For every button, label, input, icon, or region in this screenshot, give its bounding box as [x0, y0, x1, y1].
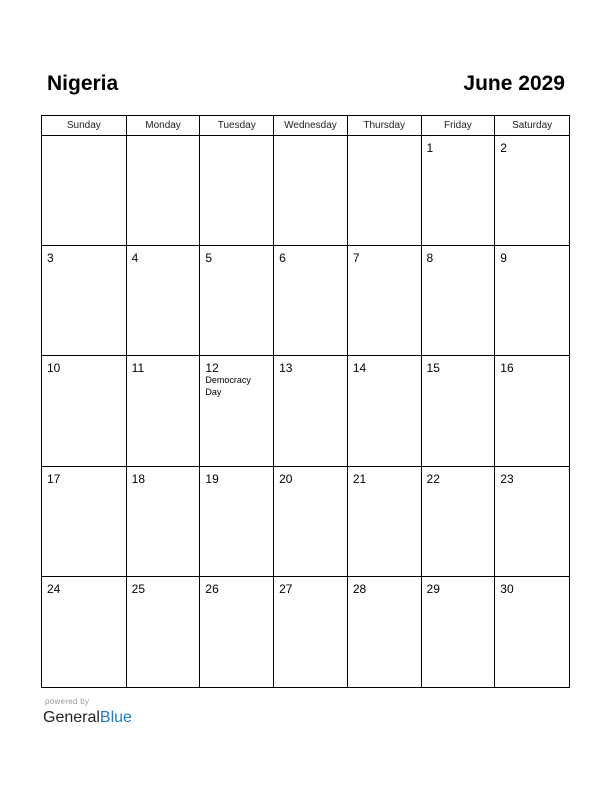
day-cell-26 — [200, 577, 274, 687]
day-cell-20 — [274, 467, 348, 577]
day-number: 14 — [352, 361, 367, 376]
day-number: 30 — [500, 581, 514, 596]
day-cell-19 — [200, 467, 274, 577]
day-number: 13 — [279, 361, 293, 376]
day-cell-5 — [200, 246, 274, 356]
day-number: 25 — [131, 581, 146, 596]
day-number: 6 — [279, 251, 286, 266]
day-number: 19 — [205, 471, 219, 486]
weekday-header-wednesday: Wednesday — [274, 116, 348, 136]
empty-day-cell — [42, 136, 127, 246]
powered-by-label: powered by — [45, 697, 90, 706]
day-number: 16 — [500, 361, 514, 376]
weekday-header-monday: Monday — [127, 116, 201, 136]
day-cell-11 — [127, 356, 201, 466]
weekday-header-sunday: Sunday — [42, 116, 127, 136]
day-cell-27 — [274, 577, 348, 687]
day-number: 22 — [426, 471, 440, 486]
day-cell-15 — [422, 356, 496, 466]
day-number: 7 — [352, 251, 360, 266]
empty-day-cell — [348, 136, 422, 246]
day-number: 27 — [279, 581, 293, 596]
day-number: 15 — [426, 361, 440, 376]
day-cell-22 — [422, 467, 496, 577]
day-number: 11 — [131, 361, 145, 376]
day-cell-4 — [127, 246, 201, 356]
day-cell-7 — [348, 246, 422, 356]
empty-day-cell — [274, 136, 348, 246]
day-number: 26 — [205, 581, 219, 596]
day-cell-24 — [42, 577, 127, 687]
weekday-header-tuesday: Tuesday — [200, 116, 274, 136]
day-cell-13 — [274, 356, 348, 466]
day-number: 21 — [352, 471, 367, 486]
day-number: 24 — [47, 581, 61, 596]
brand-footer — [43, 697, 132, 728]
day-cell-2 — [495, 136, 569, 246]
day-number: 5 — [205, 251, 213, 266]
day-number: 12 — [205, 361, 219, 376]
weekday-header-thursday: Thursday — [348, 116, 422, 136]
day-number: 1 — [426, 141, 434, 155]
day-cell-16 — [495, 356, 569, 466]
day-number: 17 — [47, 471, 61, 486]
day-number: 4 — [131, 251, 139, 266]
calendar-grid — [41, 115, 570, 688]
day-number: 8 — [426, 251, 434, 266]
empty-day-cell — [200, 136, 274, 246]
generalblue-logo[interactable] — [43, 708, 132, 728]
day-cell-17 — [42, 467, 127, 577]
day-number: 9 — [500, 251, 507, 266]
weekday-header-friday: Friday — [422, 116, 496, 136]
day-cell-9 — [495, 246, 569, 356]
day-cell-8 — [422, 246, 496, 356]
country-title: Nigeria — [47, 72, 119, 95]
day-cell-18 — [127, 467, 201, 577]
day-cell-1 — [422, 136, 496, 246]
day-cell-29 — [422, 577, 496, 687]
day-number: 2 — [500, 141, 507, 155]
day-cell-14 — [348, 356, 422, 466]
day-cell-6 — [274, 246, 348, 356]
day-cell-23 — [495, 467, 569, 577]
weekday-header-saturday: Saturday — [495, 116, 569, 136]
empty-day-cell — [127, 136, 201, 246]
day-cell-3 — [42, 246, 127, 356]
day-cell-30 — [495, 577, 569, 687]
day-number: 10 — [47, 361, 61, 376]
logo-text-general: General — [43, 709, 100, 726]
day-cell-21 — [348, 467, 422, 577]
day-number: 18 — [131, 471, 146, 486]
day-cell-12 — [200, 356, 274, 466]
day-number: 28 — [352, 581, 367, 596]
holiday-label: Democracy Day — [205, 375, 251, 398]
day-cell-28 — [348, 577, 422, 687]
logo-text-blue: Blue — [99, 709, 132, 726]
day-number: 29 — [426, 581, 440, 596]
day-cell-10 — [42, 356, 127, 466]
day-number: 20 — [279, 471, 293, 486]
day-number: 3 — [47, 251, 54, 266]
day-number: 23 — [500, 471, 514, 486]
month-year-title: June 2029 — [463, 72, 565, 95]
day-cell-25 — [127, 577, 201, 687]
